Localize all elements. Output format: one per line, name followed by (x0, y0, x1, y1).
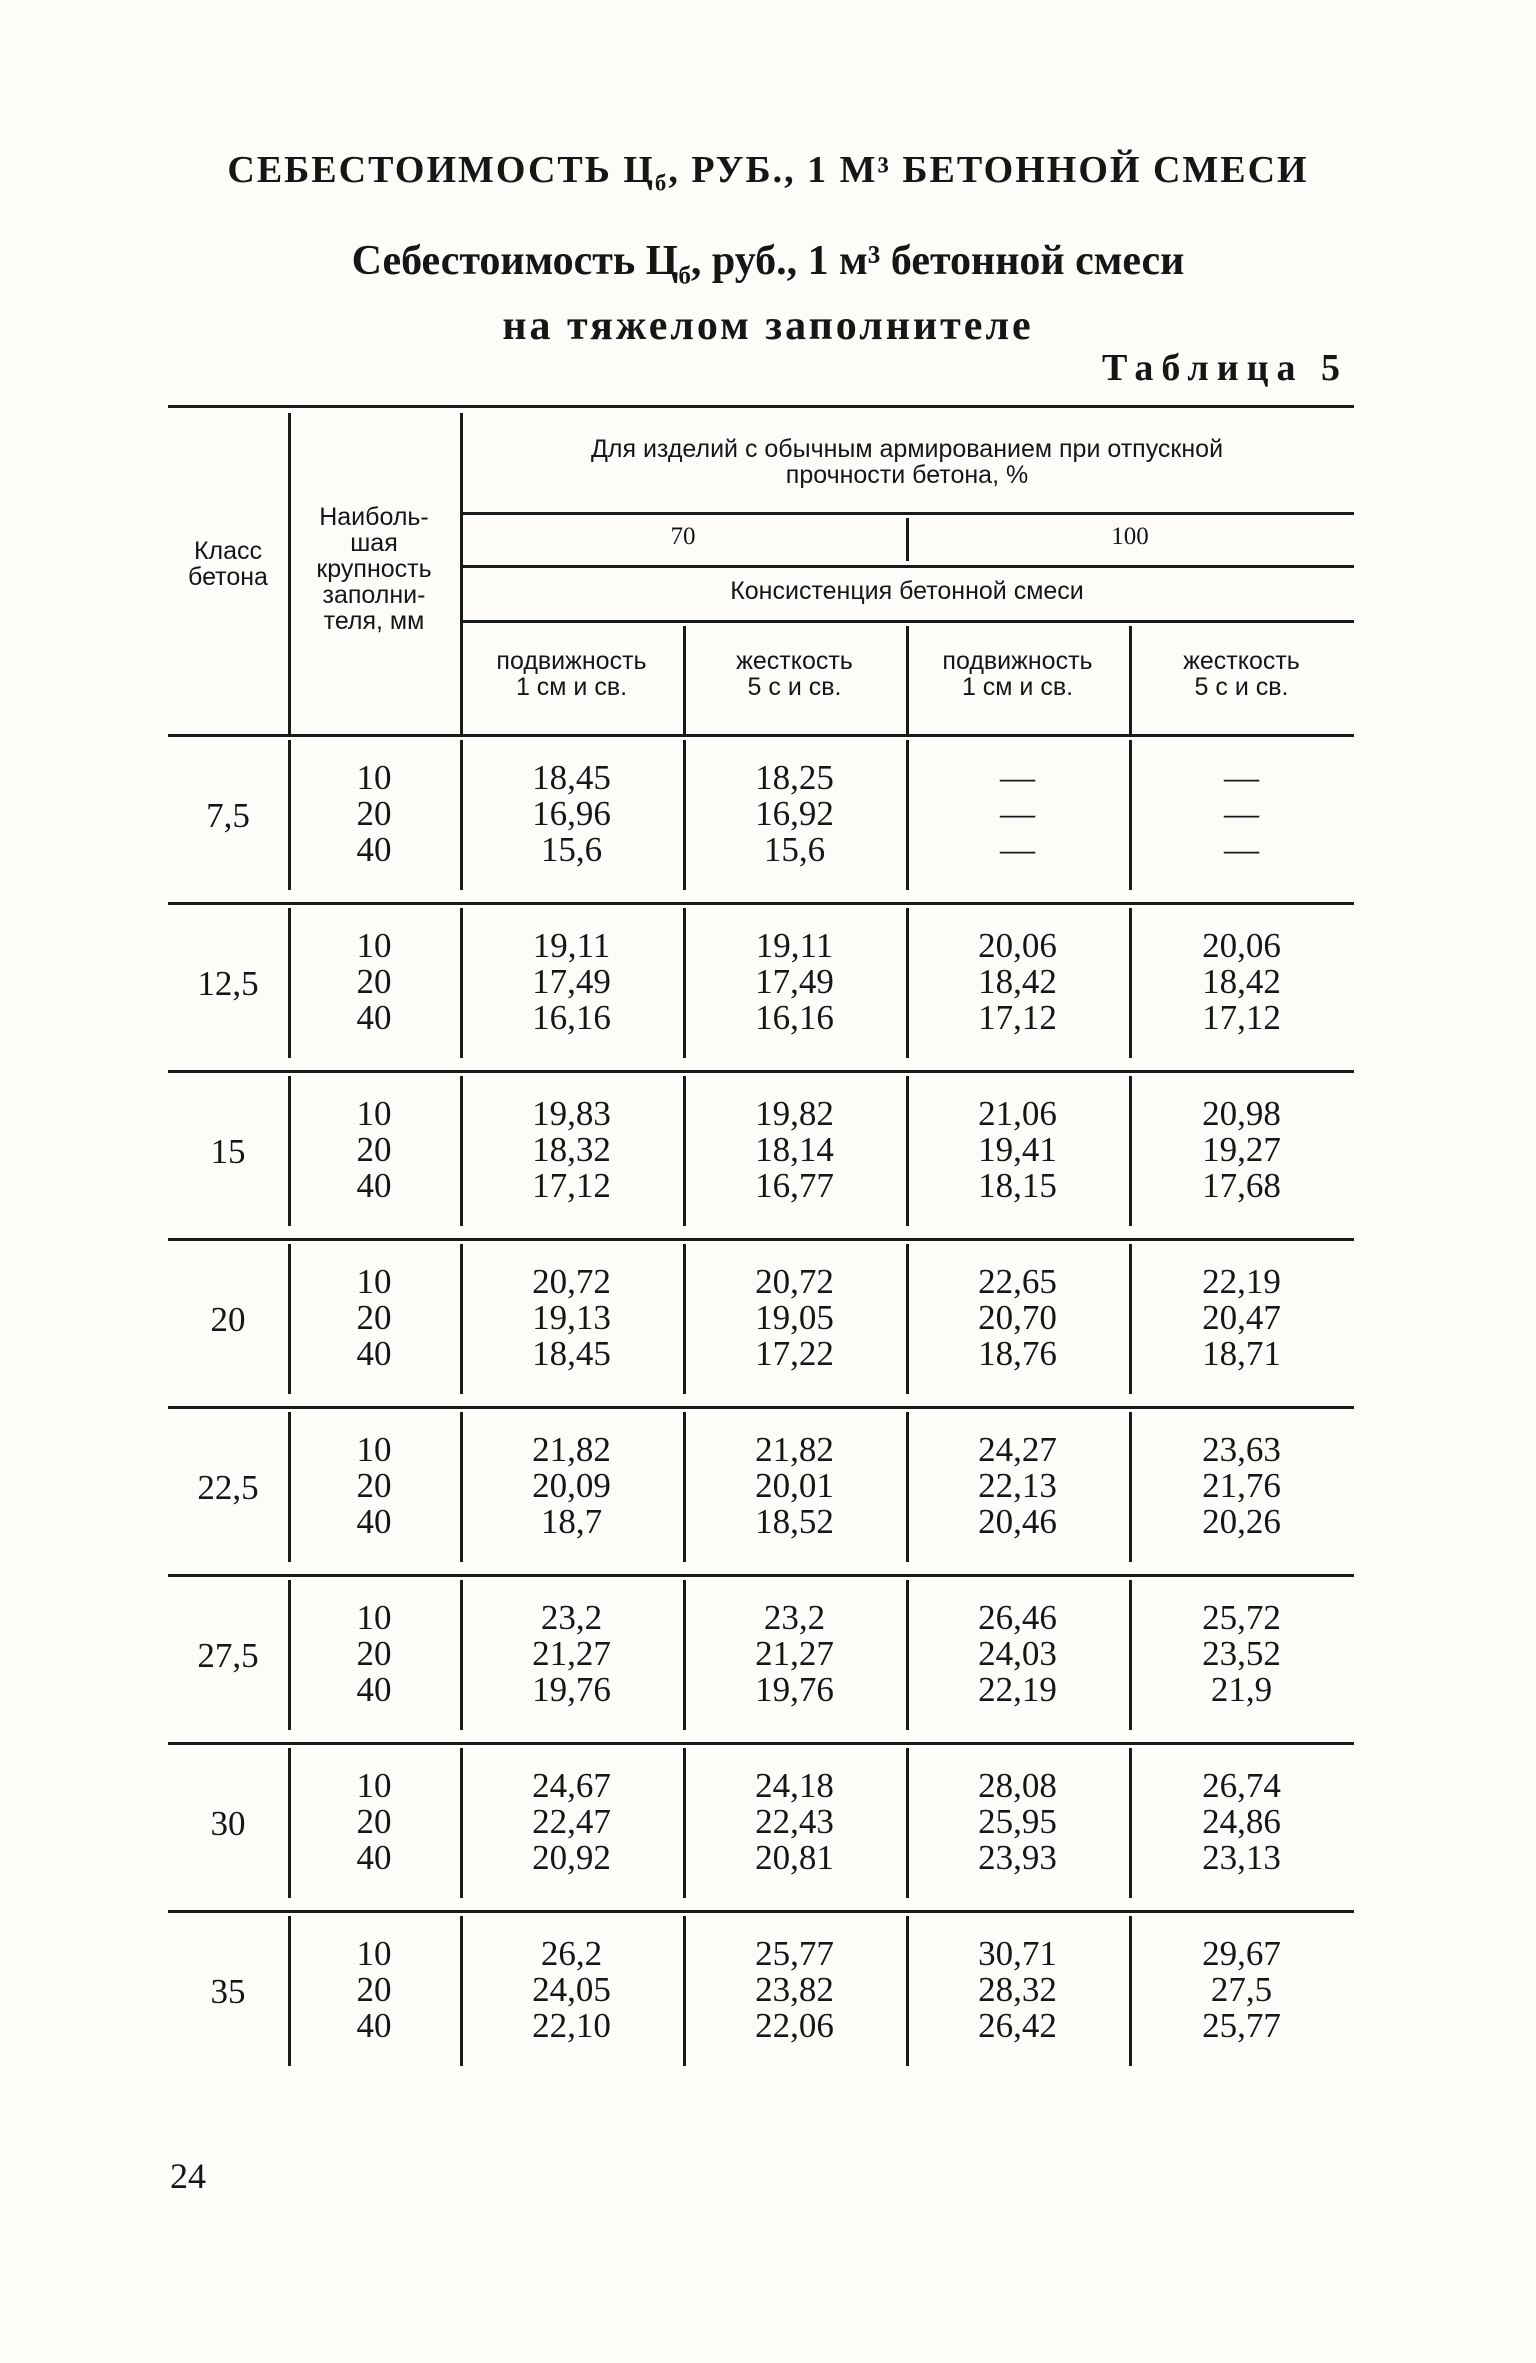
row-divider-2 (460, 1916, 463, 2066)
cell-concrete-class: 12,5 (197, 964, 259, 1003)
row-divider-2 (460, 1412, 463, 1562)
cell-stiffness-70: 23,2 21,27 19,76 (755, 1598, 834, 1709)
header-aggregate-size: Наиболь- шая крупность заполни- теля, мм (316, 503, 432, 635)
running-header-rest: , РУБ., 1 М³ БЕТОННОЙ СМЕСИ (668, 149, 1309, 191)
table-top-rule (168, 405, 1354, 408)
cell-mobility-100: 24,27 22,13 20,46 (978, 1430, 1057, 1541)
row-divider-1 (288, 1244, 291, 1394)
row-divider-2 (460, 1244, 463, 1394)
table-label: Таблица 5 (1101, 347, 1348, 389)
row-divider-3 (683, 1916, 686, 2066)
row-divider-5 (1129, 908, 1132, 1058)
row-divider-4 (906, 1580, 909, 1730)
row-divider-5 (1129, 740, 1132, 890)
cell-aggregate-size: 10 20 40 (356, 1430, 392, 1541)
row-divider-4 (906, 1916, 909, 2066)
cell-stiffness-100: 22,19 20,47 18,71 (1202, 1262, 1281, 1373)
header-rule-consistency (460, 565, 1354, 568)
row-divider-1 (288, 908, 291, 1058)
cell-aggregate-size: 10 20 40 (356, 926, 392, 1037)
row-divider-2 (460, 740, 463, 890)
cell-concrete-class: 22,5 (197, 1468, 259, 1507)
cell-aggregate-size: 10 20 40 (356, 1094, 392, 1205)
row-divider-1 (288, 1412, 291, 1562)
cell-mobility-70: 21,82 20,09 18,7 (532, 1430, 611, 1541)
table-title-line2: на тяжелом заполнителе (502, 303, 1034, 350)
running-header (0, 148, 1536, 197)
cell-stiffness-100: 25,72 23,52 21,9 (1202, 1598, 1281, 1709)
cell-aggregate-size: 10 20 40 (356, 758, 392, 869)
table-title-line1 (0, 236, 1536, 301)
row-divider-4 (906, 1412, 909, 1562)
cell-mobility-70: 24,67 22,47 20,92 (532, 1766, 611, 1877)
cell-mobility-100: — — — (1000, 758, 1035, 869)
header-col-mobility-100: подвижность 1 см и св. (942, 647, 1093, 701)
row-divider-2 (460, 1580, 463, 1730)
header-strength-70: 70 (670, 523, 696, 550)
header-consistency: Консистенция бетонной смеси (730, 577, 1084, 605)
row-divider-4 (906, 1076, 909, 1226)
cell-stiffness-100: — — — (1224, 758, 1259, 869)
table-title-subscript: б (678, 262, 691, 290)
row-separator (168, 1574, 1354, 1577)
cell-mobility-70: 23,2 21,27 19,76 (532, 1598, 611, 1709)
row-divider-4 (906, 1748, 909, 1898)
cell-mobility-70: 19,83 18,32 17,12 (532, 1094, 611, 1205)
cell-mobility-100: 21,06 19,41 18,15 (978, 1094, 1057, 1205)
cell-mobility-100: 28,08 25,95 23,93 (978, 1766, 1057, 1877)
row-divider-3 (683, 1412, 686, 1562)
running-header-text: СЕБЕСТОИМОСТЬ Ц (227, 149, 655, 191)
header-bottom-rule (168, 734, 1354, 737)
cell-stiffness-100: 20,06 18,42 17,12 (1202, 926, 1281, 1037)
header-col-stiffness-100: жесткость 5 с и св. (1183, 647, 1300, 701)
cell-stiffness-70: 18,25 16,92 15,6 (755, 758, 834, 869)
row-divider-5 (1129, 1412, 1132, 1562)
row-divider-1 (288, 1076, 291, 1226)
cell-mobility-70: 20,72 19,13 18,45 (532, 1262, 611, 1373)
cell-stiffness-100: 26,74 24,86 23,13 (1202, 1766, 1281, 1877)
table-title-text: Себестоимость Ц (351, 238, 679, 284)
cell-aggregate-size: 10 20 40 (356, 1598, 392, 1709)
row-divider-3 (683, 1580, 686, 1730)
row-divider-4 (906, 908, 909, 1058)
cell-mobility-70: 26,2 24,05 22,10 (532, 1934, 611, 2045)
header-col-stiffness-70: жесткость 5 с и св. (736, 647, 853, 701)
cell-concrete-class: 35 (210, 1972, 246, 2011)
row-divider-2 (460, 1076, 463, 1226)
table-title-rest: , руб., 1 м³ бетонной смеси (690, 238, 1185, 284)
cell-concrete-class: 20 (210, 1300, 246, 1339)
header-strength-100: 100 (1111, 523, 1149, 550)
row-divider-5 (1129, 1916, 1132, 2066)
cell-mobility-70: 18,45 16,96 15,6 (532, 758, 611, 869)
row-separator (168, 1910, 1354, 1913)
cell-mobility-70: 19,11 17,49 16,16 (532, 926, 611, 1037)
table-title (0, 236, 1536, 351)
row-separator (168, 902, 1354, 905)
running-header-subscript: б (654, 170, 669, 196)
row-divider-2 (460, 1748, 463, 1898)
cell-stiffness-70: 20,72 19,05 17,22 (755, 1262, 834, 1373)
cell-stiffness-70: 19,11 17,49 16,16 (755, 926, 834, 1037)
row-divider-1 (288, 1748, 291, 1898)
cell-stiffness-70: 19,82 18,14 16,77 (755, 1094, 834, 1205)
cell-concrete-class: 15 (210, 1132, 246, 1171)
cell-aggregate-size: 10 20 40 (356, 1262, 392, 1373)
row-divider-1 (288, 740, 291, 890)
cell-stiffness-70: 21,82 20,01 18,52 (755, 1430, 834, 1541)
cell-aggregate-size: 10 20 40 (356, 1766, 392, 1877)
cell-mobility-100: 22,65 20,70 18,76 (978, 1262, 1057, 1373)
row-separator (168, 1238, 1354, 1241)
row-separator (168, 1406, 1354, 1409)
row-divider-1 (288, 1916, 291, 2066)
header-reinforcement-group: Для изделий с обычным армированием при отпускной прочности бетона, % (590, 435, 1224, 489)
row-divider-5 (1129, 1580, 1132, 1730)
cell-stiffness-100: 23,63 21,76 20,26 (1202, 1430, 1281, 1541)
row-divider-3 (683, 1244, 686, 1394)
row-divider-1 (288, 1580, 291, 1730)
row-divider-3 (683, 908, 686, 1058)
row-separator (168, 1070, 1354, 1073)
row-separator (168, 1742, 1354, 1745)
header-class: Класс бетона (188, 537, 268, 591)
cell-aggregate-size: 10 20 40 (356, 1934, 392, 2045)
cell-stiffness-70: 24,18 22,43 20,81 (755, 1766, 834, 1877)
row-divider-4 (906, 1244, 909, 1394)
row-divider-3 (683, 1076, 686, 1226)
header-col-mobility-70: подвижность 1 см и св. (496, 647, 647, 701)
row-divider-5 (1129, 1244, 1132, 1394)
cell-mobility-100: 30,71 28,32 26,42 (978, 1934, 1057, 2045)
cell-concrete-class: 27,5 (197, 1636, 259, 1675)
row-divider-4 (906, 740, 909, 890)
cell-mobility-100: 20,06 18,42 17,12 (978, 926, 1057, 1037)
cell-concrete-class: 7,5 (206, 796, 250, 835)
cell-stiffness-100: 20,98 19,27 17,68 (1202, 1094, 1281, 1205)
row-divider-5 (1129, 1748, 1132, 1898)
row-divider-3 (683, 1748, 686, 1898)
row-divider-5 (1129, 1076, 1132, 1226)
page-number: 24 (170, 2156, 206, 2196)
cell-concrete-class: 30 (210, 1804, 246, 1843)
header-rule-columns (460, 620, 1354, 623)
row-divider-2 (460, 908, 463, 1058)
cell-stiffness-70: 25,77 23,82 22,06 (755, 1934, 834, 2045)
header-rule-strength (460, 512, 1354, 515)
cell-mobility-100: 26,46 24,03 22,19 (978, 1598, 1057, 1709)
cell-stiffness-100: 29,67 27,5 25,77 (1202, 1934, 1281, 2045)
row-divider-3 (683, 740, 686, 890)
